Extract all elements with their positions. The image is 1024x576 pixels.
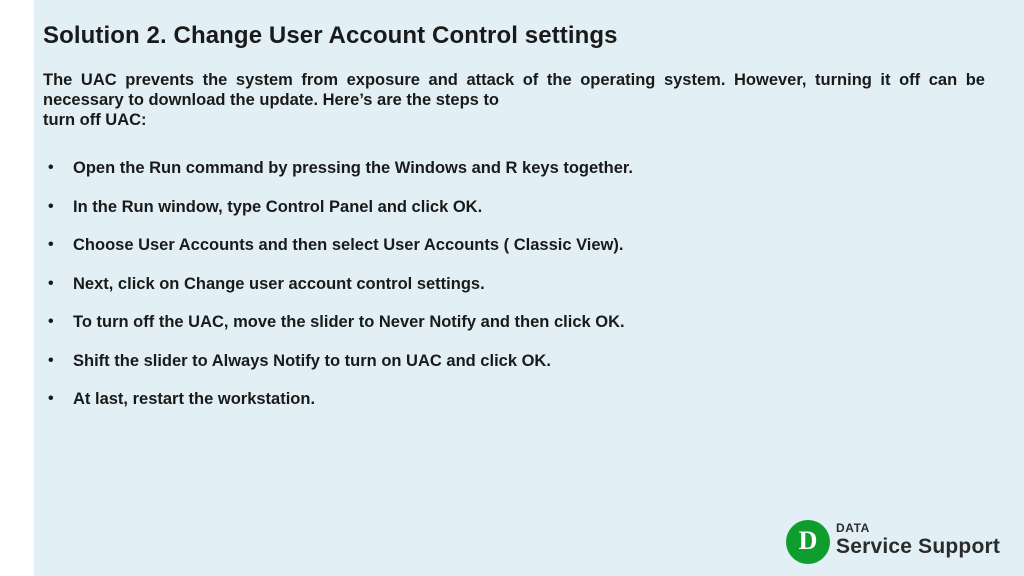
list-item-label: Shift the slider to Always Notify to turn on UAC and click OK. — [73, 351, 551, 370]
list-item-label: At last, restart the workstation. — [73, 390, 316, 408]
bullet-icon: • — [48, 197, 54, 215]
list-item — [43, 197, 983, 217]
page-title: Solution 2. Change User Account Control settings — [43, 22, 618, 49]
list-item-label: To turn off the UAC, move the slider to Never Notify and then click OK. — [73, 313, 625, 331]
slide-content — [40, 0, 1008, 576]
bullet-icon: • — [48, 274, 54, 292]
bullet-icon: • — [48, 159, 54, 176]
list-item — [43, 158, 983, 178]
list-item-label: Open the Run command by pressing the Windows and R keys together. — [73, 159, 634, 177]
list-item-label: Choose User Accounts and then select User Accounts ( Classic View). — [73, 236, 624, 254]
logo-monogram: D — [798, 526, 818, 555]
logo — [786, 516, 1016, 568]
intro-paragraph — [43, 70, 985, 130]
bullet-icon: • — [48, 236, 54, 253]
logo-line-1: DATA — [836, 521, 870, 535]
logo-circle-icon — [786, 520, 830, 564]
steps-list — [43, 158, 983, 428]
list-item — [43, 274, 983, 294]
left-margin-strip — [0, 0, 34, 576]
list-item — [43, 235, 983, 255]
list-item-label: In the Run window, type Control Panel and click OK. — [73, 197, 483, 216]
list-item — [43, 351, 983, 371]
logo-line-2: Service Support — [836, 535, 1001, 558]
bullet-icon: • — [48, 313, 54, 330]
list-item-label: Next, click on Change user account control settings. — [73, 274, 485, 293]
logo-wordmark — [836, 521, 1016, 559]
paragraph-line-1: The UAC prevents the system from exposure and attack of the operating system. — [43, 71, 726, 89]
bullet-icon: • — [48, 351, 54, 369]
list-item — [43, 389, 983, 409]
paragraph-line-3: turn off UAC: — [43, 111, 147, 129]
paragraph-line-2: However, turning it off can be necessary to download the update. Here’s are the steps to — [43, 71, 985, 109]
bullet-icon: • — [48, 390, 54, 407]
list-item — [43, 312, 983, 332]
